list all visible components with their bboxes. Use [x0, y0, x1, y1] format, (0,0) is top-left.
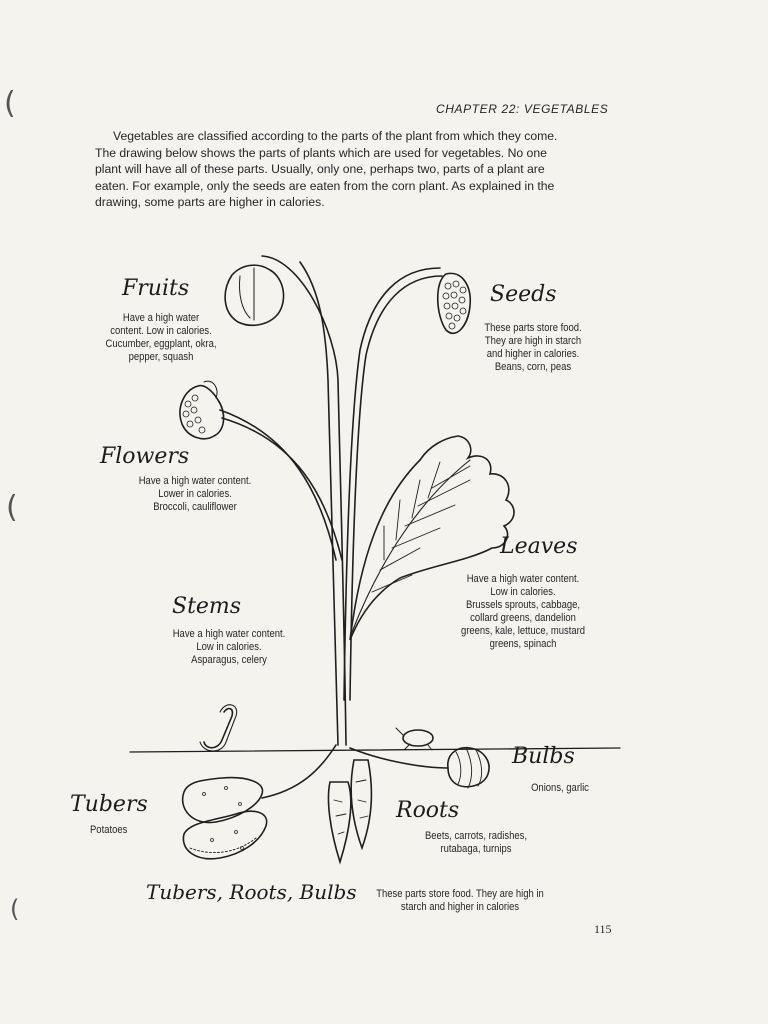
binder-hole-mark: ( — [6, 490, 18, 525]
stems-description: Have a high water content. Low in calories. Asparagus, celery — [172, 628, 286, 666]
footer-description: These parts store food. They are high in starch and higher in calories — [376, 888, 544, 913]
flowers-title: Flowers — [100, 444, 190, 469]
seed-stalk — [344, 268, 440, 700]
root-line — [350, 748, 448, 768]
seeds-title: Seeds — [490, 282, 557, 307]
binder-hole-mark: ( — [10, 895, 20, 923]
binder-hole-mark: ( — [4, 86, 16, 121]
potato — [183, 778, 263, 823]
beetle — [403, 730, 433, 746]
main-stem — [300, 262, 338, 745]
roots-title: Roots — [396, 798, 460, 823]
chapter-header: CHAPTER 22: VEGETABLES — [436, 102, 609, 116]
leaves-title: Leaves — [500, 534, 578, 559]
tubers-title: Tubers — [70, 792, 148, 817]
roots-description: Beets, carrots, radishes, rutabaga, turnips — [424, 830, 527, 855]
page-number: 115 — [594, 922, 612, 936]
fruits-title: Fruits — [122, 276, 190, 301]
worm — [204, 709, 232, 748]
fruits-description: Have a high water content. Low in calories. Cucumber, eggplant, okra, pepper, squash — [105, 312, 217, 363]
leaves-description: Have a high water content. Low in calories. Brussels sprouts, cabbage, collard greens, dandelion greens, kale, lettuce, mustard greens, spinach — [460, 573, 586, 650]
root-line — [262, 745, 336, 798]
bulbs-title: Bulbs — [512, 744, 575, 769]
bulbs-description: Onions, garlic — [531, 782, 589, 794]
carrot — [328, 782, 350, 862]
seed-stalk — [350, 276, 442, 700]
seeds-description: These parts store food. They are high in starch and higher in calories. Beans, corn, peas — [484, 322, 582, 373]
carrot — [351, 760, 371, 848]
tubers-description: Potatoes — [90, 824, 128, 836]
intro-text: Vegetables are classified according to the parts of the plant from which they come. The drawing below shows the parts of plants which are used for vegetables. No one plant will have all of these parts. Usually, only one, perhaps two, parts of a plant are eaten. For example, only the seeds are eaten from the corn plant. As explained in the drawing, some parts are higher in calories. — [95, 129, 558, 209]
flowers-description: Have a high water content. Lower in calories. Broccoli, cauliflower — [138, 475, 252, 513]
stems-title: Stems — [172, 594, 242, 619]
footer-title: Tubers, Roots, Bulbs — [146, 880, 357, 904]
